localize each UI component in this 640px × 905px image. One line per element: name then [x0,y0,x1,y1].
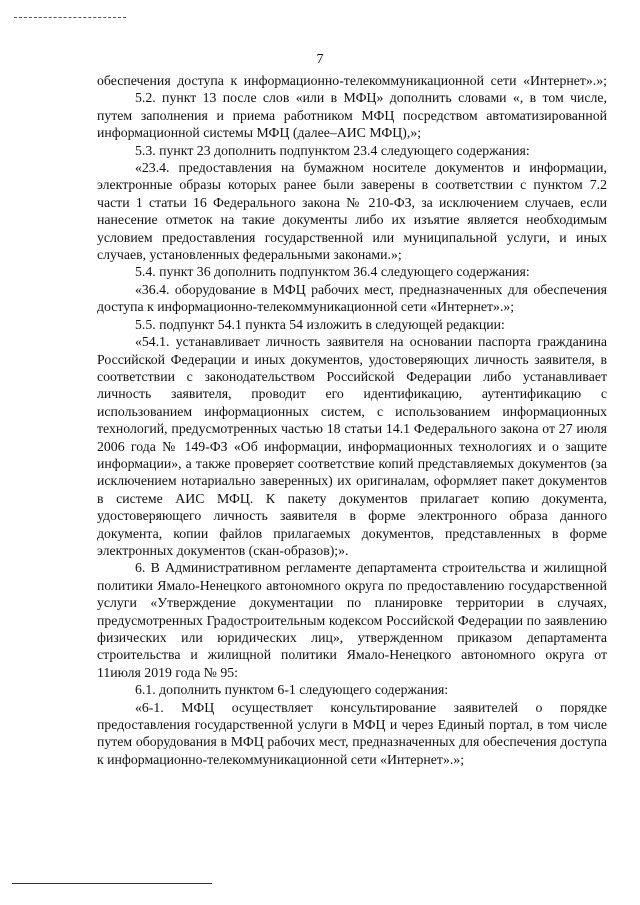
paragraph-23-4: «23.4. предоставления на бумажном носителе документов и информации, электронные образы которых ранее были заверены в соответствии с пунктом 7.2 части 1 статьи 16 Федерального закона № 210-ФЗ, за исключением случаев, если нанесение отметок на такие документы либо их изъятие является необходимым условием предоставления государственной или муниципальной услуги, и иных случаев, установленных федеральными законами.»; [97,160,607,263]
paragraph-6: 6. В Административном регламенте департамента строительства и жилищной политики Ямало-Ненецкого автономного округа по предоставлению государственной услуги «Утверждение документации по планировке территории в случаях, предусмотренных Градостроительным кодексом Российской Федерации по заявлению физических или юридических лиц», утвержденном приказом департамента строительства и жилищной политики Ямало-Ненецкого автономного округа от 11июля 2019 года № 95: [97,560,607,680]
paragraph-p1: обеспечения доступа к информационно-телекоммуникационной сети «Интернет».»; [97,73,607,88]
document-body [97,72,607,768]
paragraph-5-5: 5.5. подпункт 54.1 пункта 54 изложить в следующей редакции: [135,316,505,332]
paragraph-5-2: 5.2. пункт 13 после слов «или в МФЦ» дополнить словами «, в том числе, путем заполнения и приема работником МФЦ посредством автоматизированной информационной системы МФЦ (далее–АИС МФЦ),»; [97,90,607,141]
footer-rule [12,883,212,884]
header-mark [14,17,126,19]
page-number: 7 [316,52,324,67]
paragraph-6-1: 6.1. дополнить пунктом 6-1 следующего содержания: [135,682,449,698]
paragraph-5-4: 5.4. пункт 36 дополнить подпунктом 36.4 следующего содержания: [135,264,530,280]
paragraph-6-1-text: «6-1. МФЦ осуществляет консультирование заявителей о порядке предоставления государственной услуги в МФЦ и через Единый портал, в том числе путем оборудования в МФЦ рабочих мест, предназначенных для обеспечения доступа к информационно-телекоммуникационной сети «Интернет».»; [97,699,607,767]
paragraph-36-4: «36.4. оборудование в МФЦ рабочих мест, предназначенных для обеспечения доступа к информационно-телекоммуникационной сети «Интернет».»; [97,281,607,315]
paragraph-54-1: «54.1. устанавливает личность заявителя на основании паспорта гражданина Российской Федерации и иных документов, удостоверяющих личность заявителя, в соответствии с законодательством Российской Федерации либо устанавливает личность заявителя, проводит его идентификацию, аутентификацию с использованием информационных систем, с использованием информационных технологий, предусмотренных частью 18 статьи 14.1 Федерального закона от 27 июля 2006 года № 149-ФЗ «Об информации, информационных технологиях и о защите информации», а также проверяет соответствие копий представляемых документов (за исключением нотариально заверенных) их оригиналам, оформляет пакет документов в системе АИС МФЦ. К пакету документов прилагает копию документа, удостоверяющего личность заявителя в форме электронного образа данного документа, копии файлов прилагаемых документов, представленных в форме электронных документов (скан-образов);». [97,334,607,558]
paragraph-5-3: 5.3. пункт 23 дополнить подпунктом 23.4 следующего содержания: [135,142,530,158]
